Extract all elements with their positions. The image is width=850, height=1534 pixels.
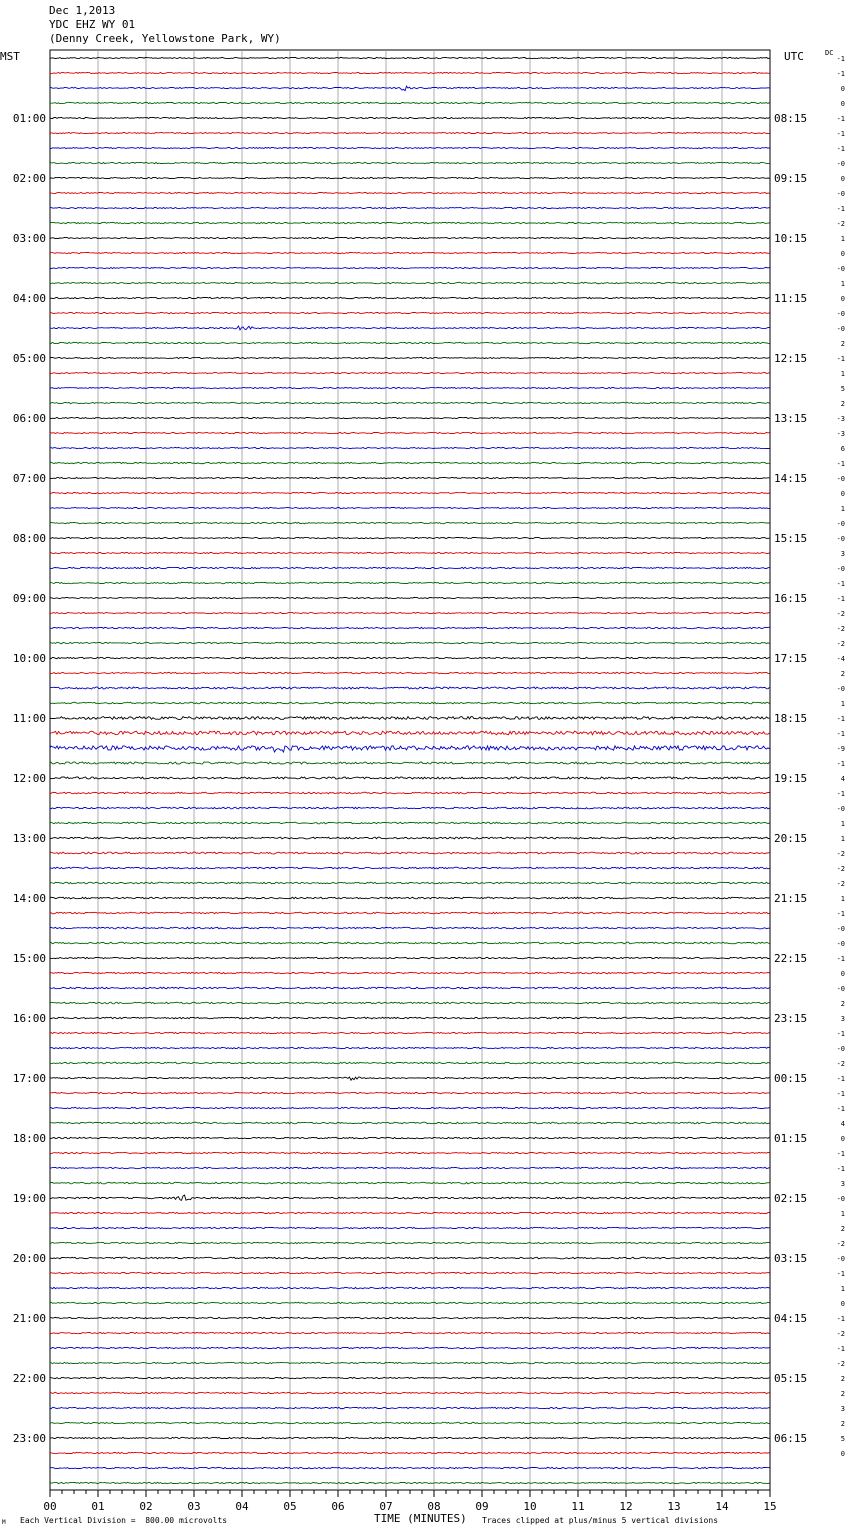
trace-52	[50, 837, 770, 839]
dc-offset-value: 1	[840, 820, 845, 828]
dc-offset-value: -0	[836, 535, 845, 543]
dc-offset-value: -1	[836, 730, 845, 738]
trace-93	[50, 1452, 770, 1453]
trace-12	[50, 237, 770, 238]
left-timezone-label: MST	[0, 50, 20, 63]
dc-offset-value: -0	[836, 1045, 845, 1053]
trace-61	[50, 972, 770, 973]
left-hour-label: 07:00	[12, 472, 46, 485]
trace-78	[50, 1227, 770, 1228]
dc-offset-value: -1	[836, 1075, 845, 1083]
right-hour-label: 00:15	[774, 1072, 808, 1085]
trace-66	[50, 1047, 770, 1048]
minute-gridlines	[98, 50, 722, 1490]
dc-offset-value: -0	[836, 310, 845, 318]
dc-offset-value: -2	[836, 625, 845, 633]
trace-82	[50, 1287, 770, 1288]
trace-13	[50, 252, 770, 253]
dc-offset-value: -2	[836, 1330, 845, 1338]
right-hour-label: 04:15	[774, 1312, 808, 1325]
trace-62	[50, 987, 770, 989]
trace-77	[50, 1212, 770, 1213]
x-tick-label: 00	[43, 1500, 57, 1513]
plot-date: Dec 1,2013	[49, 4, 116, 17]
x-tick-label: 12	[619, 1500, 633, 1513]
dc-offset-value: 0	[840, 100, 845, 108]
dc-offset-value: -1	[836, 460, 845, 468]
left-time-labels	[13, 112, 46, 1445]
x-tick-label: 13	[667, 1500, 681, 1513]
dc-offset-value: -1	[836, 145, 845, 153]
right-hour-label: 21:15	[774, 892, 808, 905]
station-code: YDC EHZ WY 01	[49, 18, 136, 31]
dc-offset-value: 2	[840, 400, 845, 408]
trace-15	[50, 282, 770, 283]
dc-offset-value: 0	[840, 250, 845, 258]
left-hour-label: 05:00	[12, 352, 46, 365]
dc-offset-value: 4	[840, 775, 845, 783]
trace-73	[50, 1152, 770, 1153]
dc-offset-value: 1	[840, 895, 845, 903]
dc-offset-value: -1	[836, 955, 845, 963]
dc-offset-value: -0	[836, 265, 845, 273]
trace-55	[50, 882, 770, 884]
dc-offset-value: 1	[840, 1210, 845, 1218]
dc-offset-value: -1	[836, 715, 845, 723]
dc-offset-value: -0	[836, 520, 845, 528]
dc-offset-value: -2	[836, 865, 845, 873]
trace-70	[50, 1107, 770, 1108]
right-hour-label: 16:15	[774, 592, 808, 605]
trace-2	[50, 86, 770, 91]
left-hour-label: 04:00	[12, 292, 46, 305]
dc-offset-value: 3	[840, 1405, 845, 1413]
trace-44	[50, 717, 770, 720]
dc-offset-value: -2	[836, 1360, 845, 1368]
right-hour-label: 09:15	[774, 172, 808, 185]
x-tick-label: 09	[475, 1500, 489, 1513]
trace-16	[50, 297, 770, 298]
trace-34	[50, 567, 770, 568]
dc-offset-value: 2	[840, 340, 845, 348]
trace-1	[50, 72, 770, 73]
right-hour-label: 06:15	[774, 1432, 808, 1445]
left-hour-label: 01:00	[12, 112, 46, 125]
trace-30	[50, 507, 770, 508]
dc-offset-value: -1	[836, 1105, 845, 1113]
trace-80	[50, 1257, 770, 1259]
trace-60	[50, 957, 770, 958]
dc-offset-value: 1	[840, 280, 845, 288]
dc-offset-value: -1	[836, 1165, 845, 1173]
trace-5	[50, 132, 770, 133]
dc-offset-value: -4	[836, 655, 845, 663]
trace-20	[50, 357, 770, 358]
right-hour-label: 22:15	[774, 952, 808, 965]
dc-offset-value: -1	[836, 355, 845, 363]
right-hour-label: 23:15	[774, 1012, 808, 1025]
right-hour-label: 12:15	[774, 352, 808, 365]
dc-offset-value: 3	[840, 1015, 845, 1023]
dc-offset-value: -0	[836, 475, 845, 483]
left-hour-label: 06:00	[12, 412, 46, 425]
dc-offset-value: -1	[836, 790, 845, 798]
x-tick-label: 04	[235, 1500, 249, 1513]
left-hour-label: 12:00	[12, 772, 46, 785]
trace-53	[50, 852, 770, 854]
dc-offset-value: -0	[836, 1255, 845, 1263]
right-time-labels	[774, 112, 807, 1445]
seismic-traces	[50, 57, 770, 1483]
dc-offset-value: 4	[840, 1120, 845, 1128]
trace-88	[50, 1377, 770, 1378]
dc-offset-value: -1	[836, 760, 845, 768]
dc-offset-value: 0	[840, 85, 845, 93]
dc-offset-header: DC	[825, 49, 834, 57]
trace-32	[50, 537, 770, 538]
trace-71	[50, 1122, 770, 1124]
left-hour-label: 10:00	[12, 652, 46, 665]
trace-56	[50, 897, 770, 899]
left-hour-label: 22:00	[12, 1372, 46, 1385]
trace-35	[50, 582, 770, 583]
trace-26	[50, 447, 770, 448]
dc-offset-value: -2	[836, 850, 845, 858]
trace-69	[50, 1092, 770, 1093]
dc-offset-value: -9	[836, 745, 845, 753]
right-hour-label: 03:15	[774, 1252, 808, 1265]
trace-65	[50, 1032, 770, 1033]
trace-92	[50, 1437, 770, 1438]
x-axis	[43, 1490, 776, 1513]
dc-offset-value: -0	[836, 685, 845, 693]
dc-offset-value: 0	[840, 970, 845, 978]
right-hour-label: 17:15	[774, 652, 808, 665]
trace-90	[50, 1407, 770, 1408]
trace-63	[50, 1002, 770, 1004]
trace-17	[50, 312, 770, 313]
trace-33	[50, 552, 770, 553]
x-tick-label: 08	[427, 1500, 441, 1513]
trace-75	[50, 1182, 770, 1184]
dc-offset-value: -2	[836, 1060, 845, 1068]
dc-offset-value: 1	[840, 505, 845, 513]
dc-offset-value: -0	[836, 940, 845, 948]
dc-offset-value: 2	[840, 1000, 845, 1008]
left-hour-label: 15:00	[12, 952, 46, 965]
trace-8	[50, 177, 770, 178]
trace-48	[50, 777, 770, 779]
trace-18	[50, 326, 770, 330]
trace-47	[50, 762, 770, 764]
dc-offset-value: 5	[840, 1435, 845, 1443]
right-hour-label: 11:15	[774, 292, 808, 305]
trace-28	[50, 477, 770, 478]
dc-offset-value: -0	[836, 325, 845, 333]
right-hour-label: 19:15	[774, 772, 808, 785]
dc-offset-value: -0	[836, 1195, 845, 1203]
trace-64	[50, 1017, 770, 1019]
trace-49	[50, 792, 770, 794]
x-tick-label: 11	[571, 1500, 585, 1513]
x-tick-label: 02	[139, 1500, 153, 1513]
dc-offset-value: -1	[836, 910, 845, 918]
right-hour-label: 15:15	[774, 532, 808, 545]
trace-10	[50, 207, 770, 208]
left-hour-label: 19:00	[12, 1192, 46, 1205]
trace-94	[50, 1467, 770, 1468]
dc-offset-value: 3	[840, 550, 845, 558]
trace-23	[50, 402, 770, 403]
dc-offset-value: 3	[840, 1180, 845, 1188]
right-hour-label: 20:15	[774, 832, 808, 845]
trace-7	[50, 162, 770, 163]
dc-offset-value: -2	[836, 1240, 845, 1248]
dc-offset-value: -1	[836, 1090, 845, 1098]
dc-offset-value: -1	[836, 1030, 845, 1038]
dc-offset-value: -1	[836, 1150, 845, 1158]
trace-74	[50, 1167, 770, 1168]
dc-offset-value: 2	[840, 1225, 845, 1233]
left-hour-label: 13:00	[12, 832, 46, 845]
x-tick-label: 06	[331, 1500, 345, 1513]
left-hour-label: 17:00	[12, 1072, 46, 1085]
trace-24	[50, 417, 770, 418]
dc-offset-value: 1	[840, 1285, 845, 1293]
left-hour-label: 11:00	[12, 712, 46, 725]
trace-81	[50, 1272, 770, 1273]
dc-offset-value: 0	[840, 175, 845, 183]
trace-59	[50, 942, 770, 944]
x-tick-label: 03	[187, 1500, 201, 1513]
x-tick-label: 10	[523, 1500, 537, 1513]
trace-14	[50, 267, 770, 268]
trace-0	[50, 57, 770, 58]
dc-offset-value: 1	[840, 700, 845, 708]
right-timezone-label: UTC	[784, 50, 804, 63]
trace-22	[50, 387, 770, 388]
trace-89	[50, 1392, 770, 1393]
trace-54	[50, 867, 770, 869]
dc-offset-value: -1	[836, 130, 845, 138]
dc-offset-value: -1	[836, 205, 845, 213]
left-hour-label: 21:00	[12, 1312, 46, 1325]
dc-offset-value: 6	[840, 445, 845, 453]
trace-51	[50, 822, 770, 824]
trace-37	[50, 612, 770, 613]
trace-85	[50, 1332, 770, 1333]
dc-offset-value: -1	[836, 1345, 845, 1353]
dc-offset-value: 5	[840, 385, 845, 393]
dc-offset-value: -1	[836, 1270, 845, 1278]
dc-offset-value: -0	[836, 160, 845, 168]
trace-50	[50, 807, 770, 809]
trace-19	[50, 342, 770, 343]
corner-mark: M	[2, 1519, 6, 1526]
dc-offset-value: -1	[836, 115, 845, 123]
dc-offset-value: -1	[836, 1315, 845, 1323]
dc-offset-value: 0	[840, 1135, 845, 1143]
dc-offset-value: -0	[836, 805, 845, 813]
dc-offset-value: -3	[836, 415, 845, 423]
left-hour-label: 18:00	[12, 1132, 46, 1145]
dc-offset-value: 2	[840, 1375, 845, 1383]
right-hour-label: 05:15	[774, 1372, 808, 1385]
trace-46	[50, 746, 770, 752]
trace-36	[50, 597, 770, 598]
dc-offset-value: -2	[836, 610, 845, 618]
dc-offset-value: 2	[840, 1420, 845, 1428]
x-tick-label: 01	[91, 1500, 105, 1513]
dc-offset-value: -2	[836, 220, 845, 228]
dc-offset-value: -0	[836, 190, 845, 198]
x-tick-label: 14	[715, 1500, 729, 1513]
right-hour-label: 14:15	[774, 472, 808, 485]
trace-3	[50, 102, 770, 103]
right-hour-label: 02:15	[774, 1192, 808, 1205]
dc-offset-value: 0	[840, 295, 845, 303]
trace-83	[50, 1302, 770, 1303]
scale-note: Each Vertical Division = 800.00 microvolts	[20, 1516, 228, 1525]
trace-25	[50, 432, 770, 433]
left-hour-label: 02:00	[12, 172, 46, 185]
trace-27	[50, 462, 770, 463]
left-hour-label: 20:00	[12, 1252, 46, 1265]
dc-offset-value: -3	[836, 430, 845, 438]
dc-offset-value: -0	[836, 925, 845, 933]
dc-offset-value: 1	[840, 835, 845, 843]
trace-29	[50, 492, 770, 493]
trace-42	[50, 687, 770, 689]
right-hour-label: 01:15	[774, 1132, 808, 1145]
dc-offset-value: 2	[840, 670, 845, 678]
right-hour-label: 10:15	[774, 232, 808, 245]
x-tick-label: 05	[283, 1500, 297, 1513]
trace-45	[50, 731, 770, 735]
trace-79	[50, 1242, 770, 1243]
left-hour-label: 09:00	[12, 592, 46, 605]
trace-84	[50, 1317, 770, 1318]
dc-offset-value: -1	[836, 580, 845, 588]
trace-40	[50, 657, 770, 658]
trace-41	[50, 672, 770, 673]
trace-4	[50, 117, 770, 118]
left-hour-label: 23:00	[12, 1432, 46, 1445]
dc-offset-labels	[837, 55, 845, 1458]
trace-91	[50, 1422, 770, 1423]
trace-76	[50, 1195, 770, 1200]
dc-offset-value: -2	[836, 640, 845, 648]
clip-note: Traces clipped at plus/minus 5 vertical divisions	[482, 1516, 719, 1525]
right-hour-label: 18:15	[774, 712, 808, 725]
trace-86	[50, 1347, 770, 1348]
dc-offset-value: 0	[840, 1300, 845, 1308]
left-hour-label: 08:00	[12, 532, 46, 545]
left-hour-label: 16:00	[12, 1012, 46, 1025]
dc-offset-value: -0	[836, 565, 845, 573]
trace-11	[50, 222, 770, 223]
trace-43	[50, 702, 770, 704]
x-tick-label: 15	[763, 1500, 777, 1513]
trace-6	[50, 147, 770, 148]
dc-offset-value: 0	[840, 490, 845, 498]
right-hour-label: 13:15	[774, 412, 808, 425]
dc-offset-value: 0	[840, 1450, 845, 1458]
trace-67	[50, 1062, 770, 1064]
trace-95	[50, 1482, 770, 1483]
trace-58	[50, 927, 770, 929]
station-location: (Denny Creek, Yellowstone Park, WY)	[49, 32, 281, 45]
trace-68	[50, 1077, 770, 1080]
dc-offset-value: -2	[836, 880, 845, 888]
x-tick-label: 07	[379, 1500, 393, 1513]
left-hour-label: 03:00	[12, 232, 46, 245]
dc-offset-value: -1	[836, 55, 845, 63]
dc-offset-value: -1	[836, 595, 845, 603]
trace-39	[50, 642, 770, 643]
trace-9	[50, 192, 770, 193]
x-axis-title: TIME (MINUTES)	[374, 1512, 467, 1525]
dc-offset-value: 2	[840, 1390, 845, 1398]
dc-offset-value: 1	[840, 370, 845, 378]
trace-38	[50, 627, 770, 628]
trace-57	[50, 912, 770, 914]
trace-87	[50, 1362, 770, 1363]
trace-31	[50, 522, 770, 523]
right-hour-label: 08:15	[774, 112, 808, 125]
trace-21	[50, 372, 770, 373]
trace-72	[50, 1137, 770, 1138]
dc-offset-value: 1	[840, 235, 845, 243]
dc-offset-value: -0	[836, 985, 845, 993]
left-hour-label: 14:00	[12, 892, 46, 905]
plot-frame	[50, 50, 770, 1490]
dc-offset-value: -1	[836, 70, 845, 78]
